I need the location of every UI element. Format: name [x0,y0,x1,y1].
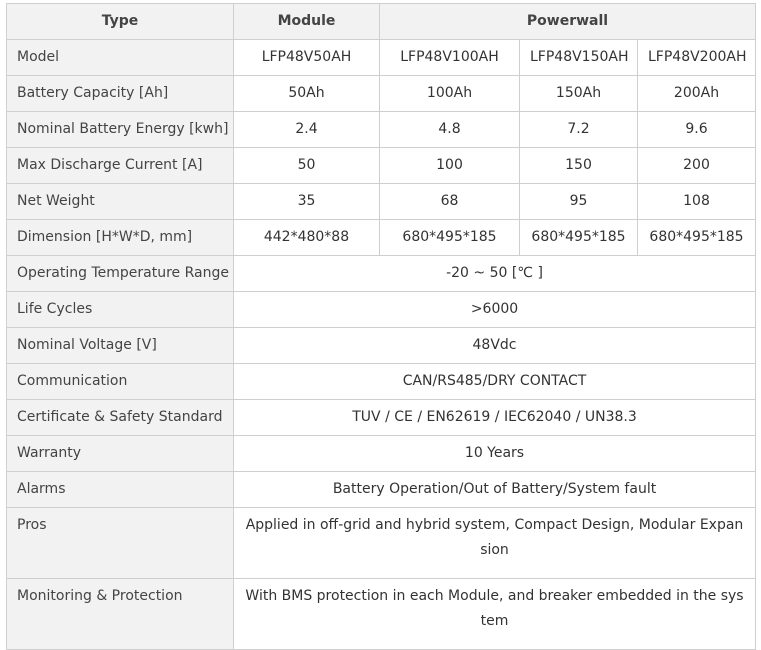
table-row-dimension [7,220,756,256]
table-cell-merged: Battery Operation/Out of Battery/System fault [234,472,756,508]
table-row-pros [7,508,756,579]
row-label: Max Discharge Current [A] [7,148,234,184]
battery-spec-table [6,3,756,650]
table-cell: 95 [520,184,638,220]
table-cell-merged: CAN/RS485/DRY CONTACT [234,364,756,400]
table-cell: 68 [380,184,520,220]
table-cell: 7.2 [520,112,638,148]
row-label: Warranty [7,436,234,472]
row-label: Life Cycles [7,292,234,328]
row-label: Nominal Battery Energy [kwh] [7,112,234,148]
table-cell: 2.4 [234,112,380,148]
table-cell: LFP48V150AH [520,40,638,76]
table-cell: 680*495*185 [638,220,756,256]
row-label: Dimension [H*W*D, mm] [7,220,234,256]
table-cell-merged: 10 Years [234,436,756,472]
table-cell: 150 [520,148,638,184]
table-row-discharge [7,148,756,184]
table-row-energy [7,112,756,148]
table-cell: 108 [638,184,756,220]
row-label: Communication [7,364,234,400]
table-cell: LFP48V200AH [638,40,756,76]
table-row-monitoring [7,579,756,650]
table-cell: 35 [234,184,380,220]
table-cell: 100 [380,148,520,184]
table-cell: LFP48V50AH [234,40,380,76]
table-cell: 4.8 [380,112,520,148]
table-cell-merged: Applied in off-grid and hybrid system, Compact Design, Modular Expansion [234,508,756,579]
row-label: Certificate & Safety Standard [7,400,234,436]
row-label: Alarms [7,472,234,508]
table-cell-merged: With BMS protection in each Module, and breaker embedded in the system [234,579,756,650]
table-row-model [7,40,756,76]
table-cell: 50Ah [234,76,380,112]
row-label: Pros [7,508,234,579]
header-type: Type [7,4,234,40]
table-row-temperature [7,256,756,292]
row-label: Monitoring & Protection [7,579,234,650]
table-cell: 200 [638,148,756,184]
header-powerwall: Powerwall [380,4,756,40]
row-label: Operating Temperature Range [7,256,234,292]
header-module: Module [234,4,380,40]
table-row-voltage [7,328,756,364]
table-cell: 50 [234,148,380,184]
table-cell: 200Ah [638,76,756,112]
table-row-alarms [7,472,756,508]
table-cell: 680*495*185 [520,220,638,256]
table-cell: 442*480*88 [234,220,380,256]
table-cell-merged: -20 ~ 50 [℃ ] [234,256,756,292]
table-cell-merged: >6000 [234,292,756,328]
row-label: Nominal Voltage [V] [7,328,234,364]
table-row-weight [7,184,756,220]
table-row-certificate [7,400,756,436]
table-row-communication [7,364,756,400]
table-cell: 150Ah [520,76,638,112]
table-row-warranty [7,436,756,472]
table-cell: LFP48V100AH [380,40,520,76]
table-row-cycles [7,292,756,328]
table-cell: 100Ah [380,76,520,112]
table-cell: 9.6 [638,112,756,148]
table-cell-merged: 48Vdc [234,328,756,364]
row-label: Model [7,40,234,76]
table-cell: 680*495*185 [380,220,520,256]
table-header-row [7,4,756,40]
row-label: Net Weight [7,184,234,220]
row-label: Battery Capacity [Ah] [7,76,234,112]
table-cell-merged: TUV / CE / EN62619 / IEC62040 / UN38.3 [234,400,756,436]
table-row-capacity [7,76,756,112]
